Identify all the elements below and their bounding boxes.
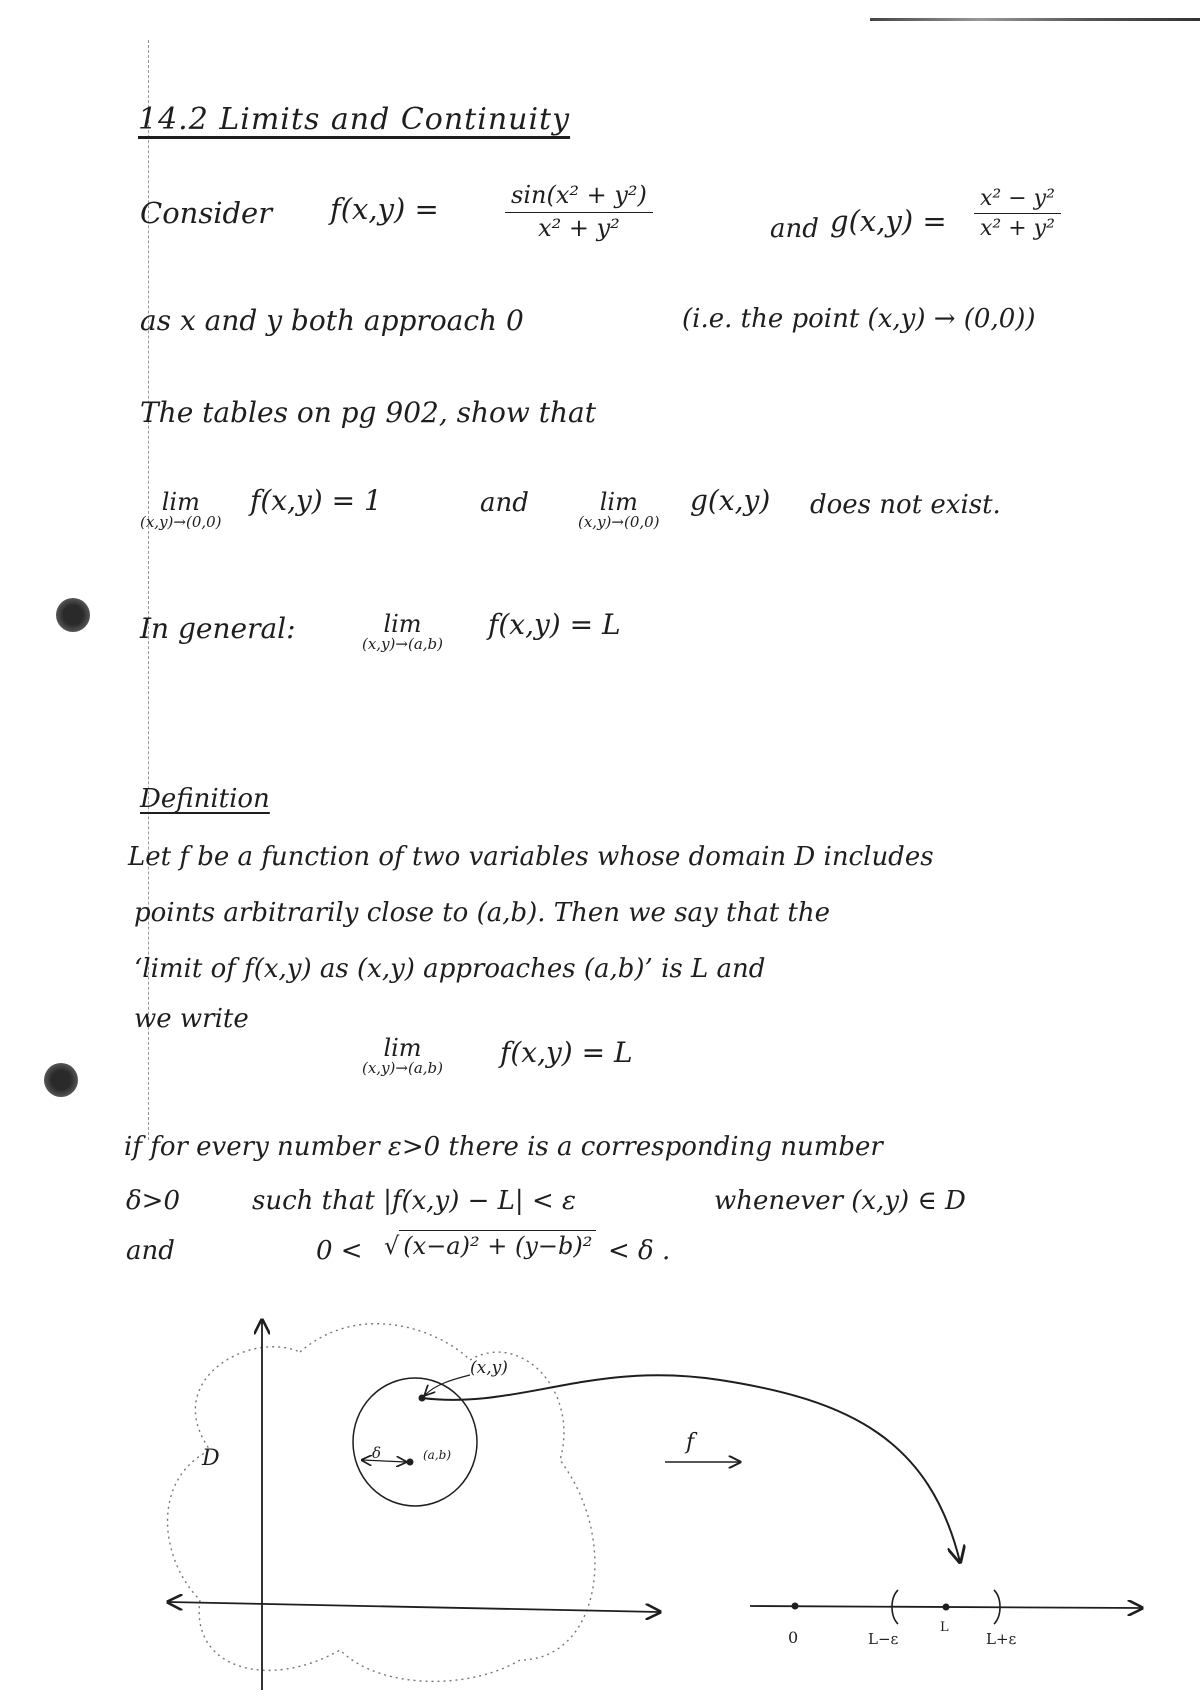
delta-label: δ: [372, 1444, 382, 1462]
general-expr: f(x,y) = L: [488, 608, 621, 641]
definition-heading: Definition: [140, 784, 270, 814]
condition-whenever: whenever (x,y) ∈ D: [714, 1186, 966, 1216]
definition-limit-expr: f(x,y) = L: [500, 1036, 633, 1069]
condition-delta: δ>0: [126, 1186, 180, 1216]
center-point: [407, 1459, 414, 1466]
limit-f-expr: f(x,y) = 1: [250, 484, 382, 517]
definition-line-1: Let f be a function of two variables whose domain D includes: [128, 842, 934, 872]
tick-l-plus: L+ε: [986, 1630, 1017, 1648]
lim-word: lim: [161, 488, 200, 516]
center-label: (a,b): [423, 1448, 452, 1462]
lim-subscript: (x,y)→(a,b): [362, 1059, 443, 1077]
f-numerator: sin(x² + y²): [505, 182, 653, 213]
g-numerator: x² − y²: [974, 186, 1061, 214]
condition-zero-lt: 0 <: [316, 1236, 363, 1266]
f-denominator: x² + y²: [538, 213, 620, 242]
approach-text: as x and y both approach 0: [140, 304, 524, 337]
domain-region: [168, 1324, 595, 1682]
definition-line-3: ‘limit of f(x,y) as (x,y) approaches (a,b)’ is L and: [134, 954, 766, 984]
consider-lead: Consider: [140, 196, 273, 230]
lim-subscript: (x,y)→(0,0): [578, 513, 660, 531]
definition-line-4: we write: [134, 1004, 249, 1034]
zero-point: [792, 1603, 799, 1610]
definition-line-2: points arbitrarily close to (a,b). Then we say that the: [134, 898, 830, 928]
condition-lt-delta: < δ .: [608, 1236, 671, 1266]
sqrt-radicand: (x−a)² + (y−b)²: [399, 1230, 596, 1260]
xy-pointer: [425, 1375, 470, 1395]
delta-radius: [362, 1460, 406, 1462]
xy-label: (x,y): [470, 1358, 508, 1378]
f-label: f(x,y) =: [330, 192, 439, 226]
page-title: 14.2 Limits and Continuity: [138, 102, 571, 137]
consider-and: and: [770, 214, 819, 244]
approach-note: (i.e. the point (x,y) → (0,0)): [682, 304, 1036, 334]
limits-and: and: [480, 488, 529, 518]
condition-such-that: such that |f(x,y) − L| < ε: [252, 1186, 576, 1216]
lim-word: lim: [383, 610, 422, 638]
lim-subscript: (x,y)→(0,0): [140, 513, 222, 531]
delta-disk: [353, 1378, 477, 1506]
x-axis: [168, 1602, 660, 1612]
domain-label: D: [202, 1446, 220, 1471]
condition-and: and: [126, 1236, 175, 1266]
general-lead: In general:: [140, 612, 296, 645]
limit-g-expr: g(x,y): [690, 484, 771, 517]
tables-text: The tables on pg 902, show that: [140, 396, 596, 429]
mapping-curve: [422, 1375, 960, 1562]
lim-word: lim: [599, 488, 638, 516]
tick-l-minus: L−ε: [868, 1630, 899, 1648]
g-denominator: x² + y²: [980, 216, 1055, 242]
lim-word: lim: [383, 1034, 422, 1062]
sqrt-sign: √: [384, 1232, 400, 1260]
condition-line-1: if for every number ε>0 there is a corresponding number: [124, 1132, 883, 1162]
tick-l: L: [940, 1620, 949, 1635]
lim-subscript: (x,y)→(a,b): [362, 635, 443, 653]
l-point: [943, 1604, 950, 1611]
g-label: g(x,y) =: [830, 204, 947, 238]
limit-g-dne: does not exist.: [810, 490, 1001, 520]
tick-0: 0: [788, 1628, 799, 1647]
f-map-label: f: [686, 1430, 695, 1455]
